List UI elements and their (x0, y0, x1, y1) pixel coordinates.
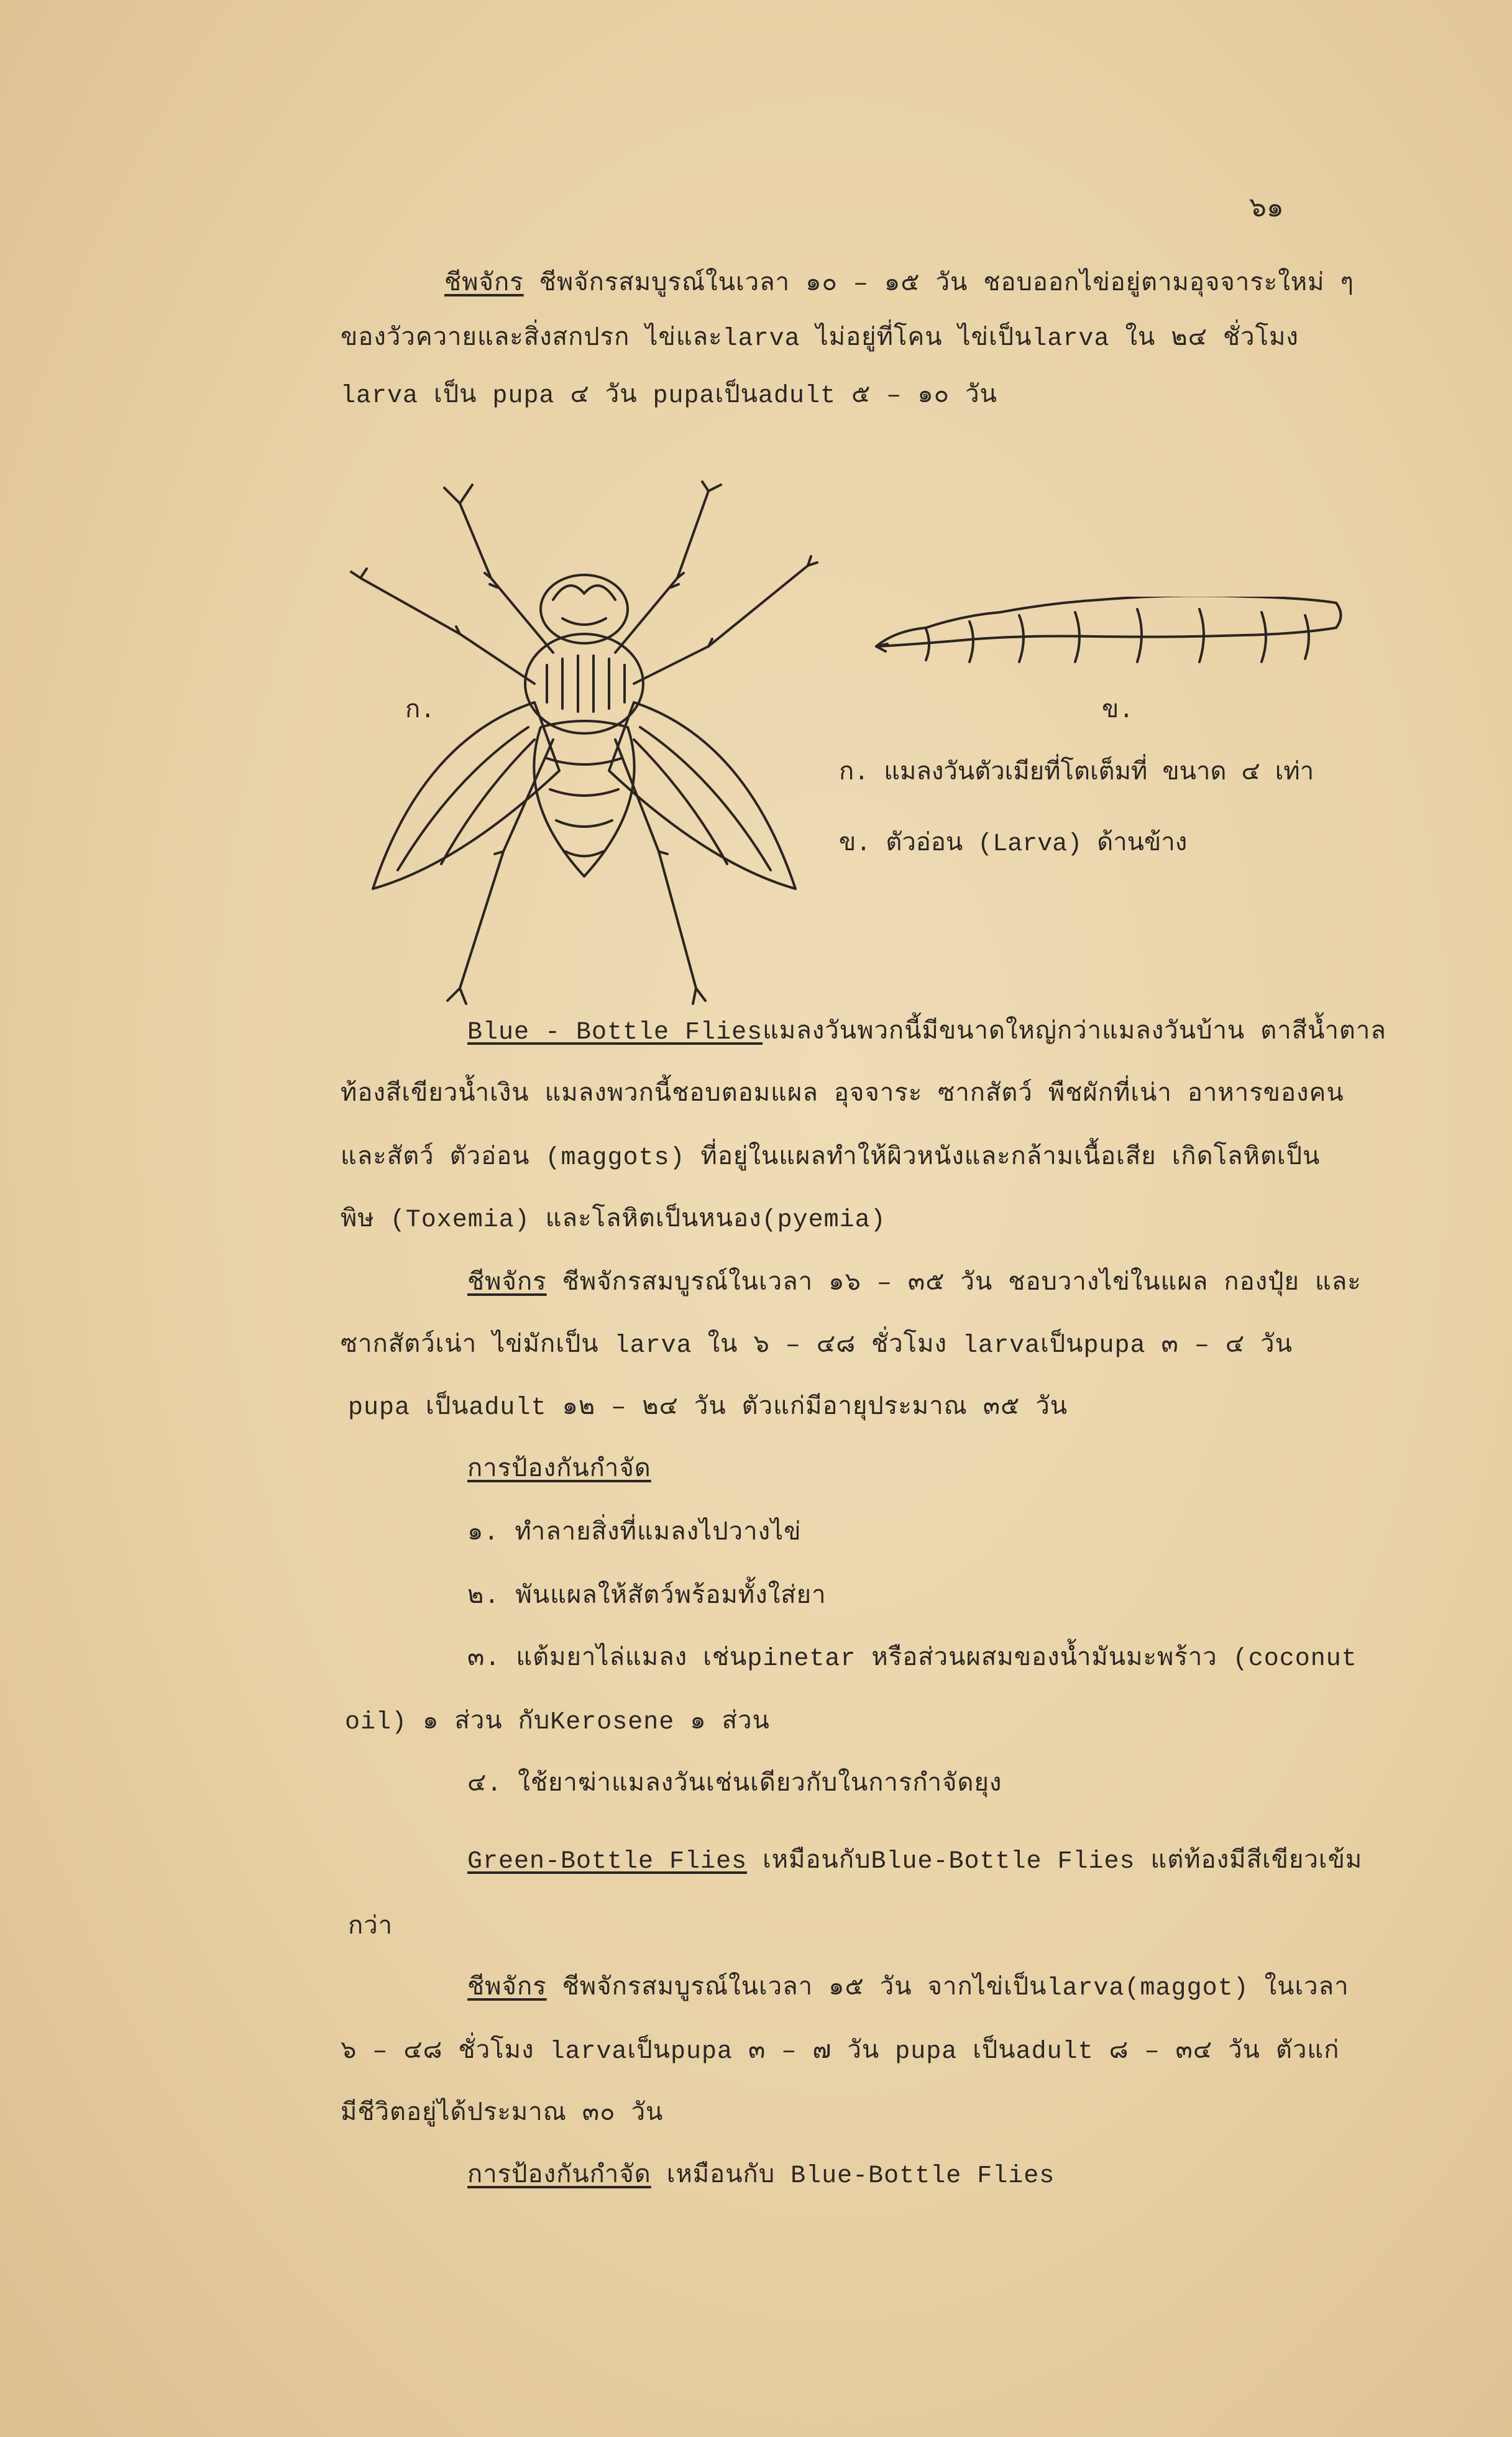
blue-bottle-prevention-item-2: ๒. พันแผลให้สัตว์พร้อมทั้งใส่ยา (467, 1583, 827, 1611)
green-bottle-text-1: เหมือนกับBlue-Bottle Flies แต่ท้องมีสีเขียวเข้ม (747, 1848, 1363, 1876)
green-bottle-lifecycle-line-2: ๖ – ๔๘ ชั่วโมง larvaเป็นpupa ๓ – ๗ วัน pupa เป็นadult ๘ – ๓๔ วัน ตัวแก่ (341, 2038, 1340, 2066)
blue-bottle-lifecycle-line-2: ซากสัตว์เน่า ไข่มักเป็น larva ใน ๖ – ๔๘ ชั่วโมง larvaเป็นpupa ๓ – ๔ วัน (341, 1332, 1293, 1360)
page-number: ๖๑ (1249, 194, 1284, 225)
figure-label-b: ข. (1102, 697, 1134, 725)
blue-bottle-line-2: ท้องสีเขียวน้ำเงิน แมลงพวกนี้ชอบตอมแผล อุจจาระ ซากสัตว์ พืชผักที่เน่า อาหารของคน (341, 1081, 1344, 1109)
blue-bottle-line-1 (467, 1017, 1386, 1049)
blue-bottle-lifecycle-text-1: ชีพจักรสมบูรณ์ในเวลา ๑๖ – ๓๕ วัน ชอบวางไข่ในแผล กองปุ๋ย และ (562, 1270, 1362, 1298)
blue-bottle-lifecycle-line-3: pupa เป็นadult ๑๒ – ๒๔ วัน ตัวแก่มีอายุประมาณ ๓๕ วัน (348, 1394, 1068, 1422)
blue-bottle-prevention-item-3: ๓. แต้มยาไล่แมลง เช่นpinetar หรือส่วนผสมของน้ำมันมะพร้าว (coconut (467, 1645, 1357, 1673)
blue-bottle-lifecycle-line-1 (467, 1268, 1362, 1300)
green-bottle-prevention-heading: การป้องกันกำจัด (467, 2162, 651, 2190)
blue-bottle-line-4: พิษ (Toxemia) และโลหิตเป็นหนอง(pyemia) (341, 1206, 886, 1234)
green-bottle-prevention-text: เหมือนกับ Blue-Bottle Flies (651, 2162, 1055, 2190)
green-bottle-line-2: กว่า (348, 1914, 393, 1942)
figure-label-a: ก. (405, 697, 436, 725)
green-bottle-lifecycle-line-3: มีชีวิตอยู่ได้ประมาณ ๓๐ วัน (341, 2100, 664, 2128)
blue-bottle-heading: Blue - Bottle Flies (467, 1019, 763, 1047)
green-bottle-lifecycle-heading: ชีพจักร (467, 1975, 547, 2003)
section1-line-3: larva เป็น pupa ๔ วัน pupaเป็นadult ๕ – ๑๐ วัน (341, 382, 997, 410)
green-bottle-lifecycle-text-1: ชีพจักรสมบูรณ์ในเวลา ๑๕ วัน จากไข่เป็นlarva(maggot) ในเวลา (546, 1975, 1349, 2003)
blue-bottle-prevention-item-4: ๔. ใช้ยาฆ่าแมลงวันเช่นเดียวกับในการกำจัดยุง (467, 1771, 1002, 1799)
figure-caption-b: ข. ตัวอ่อน (Larva) ด้านข้าง (839, 830, 1188, 858)
fly-illustration (348, 479, 833, 1013)
blue-bottle-prevention-item-1: ๑. ทำลายสิ่งที่แมลงไปวางไข่ (467, 1520, 802, 1548)
blue-bottle-prevention-heading: การป้องกันกำจัด (467, 1456, 651, 1484)
blue-bottle-line-3: และสัตว์ ตัวอ่อน (maggots) ที่อยู่ในแผลทำให้ผิวหนังและกล้ามเนื้อเสีย เกิดโลหิตเป็น (341, 1144, 1321, 1172)
blue-bottle-text-1: แมลงวันพวกนี้มีขนาดใหญ่กว่าแมลงวันบ้าน ตาสีน้ำตาล (763, 1019, 1386, 1047)
section1-text-1: ชีพจักรสมบูรณ์ในเวลา ๑๐ – ๑๕ วัน ชอบออกไข่อยู่ตามอุจจาระใหม่ ๆ (539, 270, 1355, 298)
section1-heading: ชีพจักร (444, 270, 524, 298)
green-bottle-heading: Green-Bottle Flies (467, 1848, 748, 1876)
green-bottle-line-1 (467, 1846, 1362, 1878)
section1-line-2: ของวัวควายและสิ่งสกปรก ไข่และlarva ไม่อยู่ที่โคน ไข่เป็นlarva ใน ๒๔ ชั่วโมง (341, 325, 1299, 353)
larva-illustration (870, 597, 1355, 690)
green-bottle-prevention-line (467, 2160, 1055, 2193)
section1-line-1 (444, 268, 1354, 301)
figure-caption-a: ก. แมลงวันตัวเมียที่โตเต็มที่ ขนาด ๔ เท่า (839, 760, 1314, 787)
green-bottle-lifecycle-line-1 (467, 1973, 1349, 2005)
blue-bottle-prevention-item-3-cont: oil) ๑ ส่วน กับKerosene ๑ ส่วน (345, 1709, 770, 1737)
blue-bottle-lifecycle-heading: ชีพจักร (467, 1270, 547, 1298)
